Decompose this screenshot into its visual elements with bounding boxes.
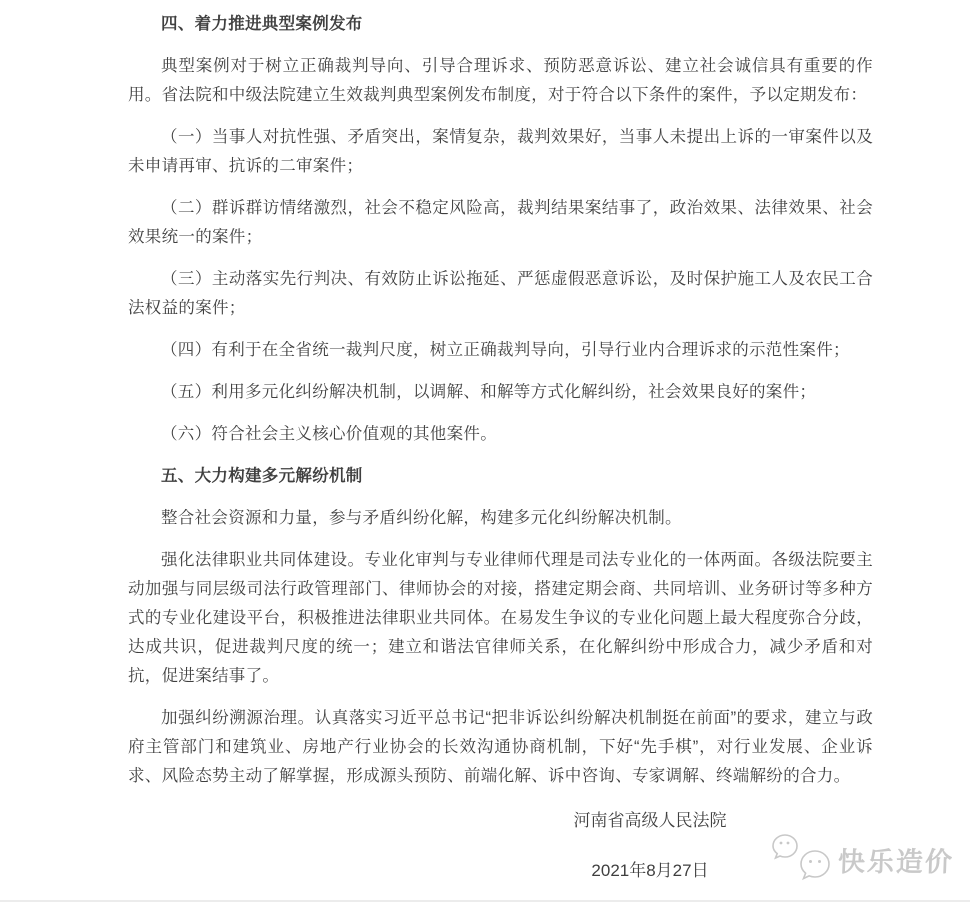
list-item-6: （六）符合社会主义核心价值观的其他案件。 [161, 425, 497, 443]
paragraph-legal-community: 强化法律职业共同体建设。专业化审判与专业律师代理是司法专业化的一体两面。各级法院要主动加强与同层级司法行政管理部门、律师协会的对接，搭建定期会商、共同培训、业务研讨等多种方式的专业化建设平台，积极推进法律职业共同体。在易发生争议的专业化问题上最大程度弥合分歧，达成共识，促进裁判尺度的统一；建立和谐法官律师关系，在化解纠纷中形成合力，减少矛盾和对抗，促进案结事了。 [128, 551, 873, 685]
section-heading-dispute-resolution: 五、大力构建多元解纷机制 [161, 467, 363, 485]
list-item-5: （五）利用多元化纠纷解决机制，以调解、和解等方式化解纠纷，社会效果良好的案件； [161, 383, 817, 401]
watermark [772, 834, 954, 884]
list-item-4: （四）有利于在全省统一裁判尺度，树立正确裁判导向，引导行业内合理诉求的示范性案件； [161, 341, 850, 359]
list-item-2: （二）群诉群访情绪激烈，社会不稳定风险高，裁判结果案结事了，政治效果、法律效果、社会效果统一的案件； [128, 199, 873, 246]
list-item-1: （一）当事人对抗性强、矛盾突出，案情复杂，裁判效果好，当事人未提出上诉的一审案件以及未申请再审、抗诉的二审案件； [128, 128, 873, 175]
document-body [128, 10, 873, 804]
section-heading-typical-cases: 四、着力推进典型案例发布 [161, 15, 363, 33]
watermark-text: 快乐造价 [837, 846, 955, 877]
list-item-3: （三）主动落实先行判决、有效防止诉讼拖延、严惩虚假恶意诉讼，及时保护施工人及农民工合法权益的案件； [128, 270, 873, 317]
issuing-authority: 河南省高级人民法院 [573, 811, 727, 830]
wechat-bubbles-icon [772, 834, 832, 884]
issue-date: 2021年8月27日 [591, 861, 709, 880]
paragraph-source-governance: 加强纠纷溯源治理。认真落实习近平总书记“把非诉讼纠纷解决机制挺在前面”的要求，建立与政府主管部门和建筑业、房地产行业协会的长效沟通协商机制，下好“先手棋”，对行业发展、企业诉求、风险态势主动了解掌握，形成源头预防、前端化解、诉中咨询、专家调解、终端解纷的合力。 [128, 709, 873, 785]
paragraph-intro-typical-cases: 典型案例对于树立正确裁判导向、引导合理诉求、预防恶意诉讼、建立社会诚信具有重要的作用。省法院和中级法院建立生效裁判典型案例发布制度，对于符合以下条件的案件，予以定期发布： [128, 57, 873, 104]
paragraph-integrate-resources: 整合社会资源和力量，参与矛盾纠纷化解，构建多元化纠纷解决机制。 [161, 509, 682, 527]
